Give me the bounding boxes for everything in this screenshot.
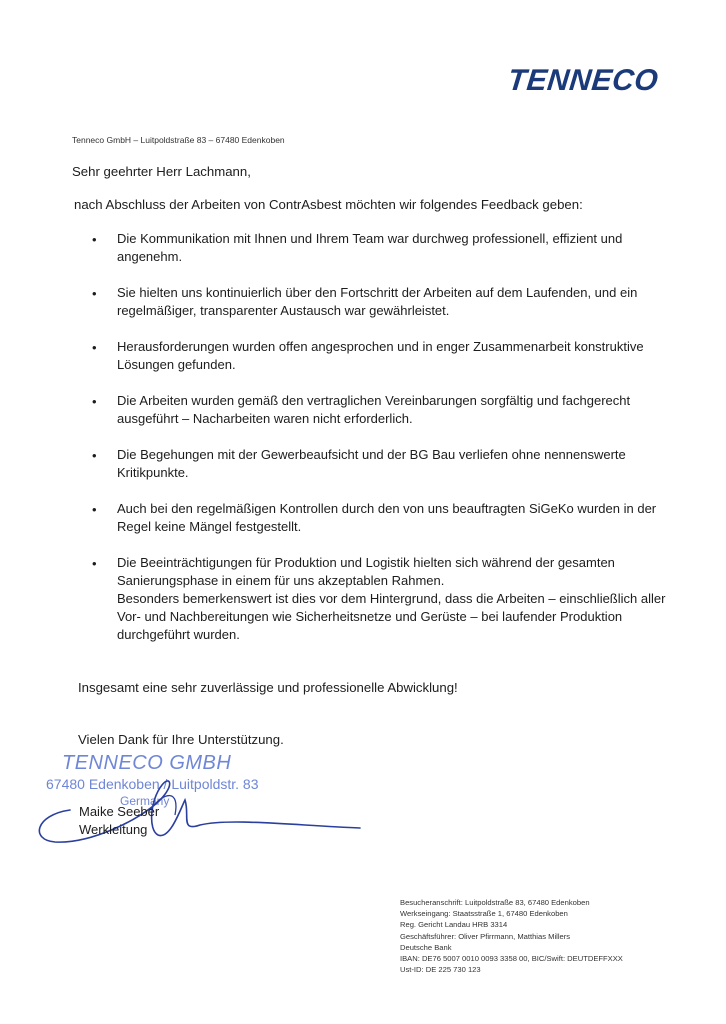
bullet-icon: •: [92, 232, 97, 247]
list-item: [92, 500, 672, 536]
list-item-text: Sie hielten uns kontinuierlich über den Fortschritt der Arbeiten auf dem Laufenden, und ein regelmäßiger, transparenter Austausch war gewährleistet.: [117, 285, 638, 318]
stamp-country: Germany: [120, 794, 170, 808]
footer-line: Deutsche Bank: [400, 942, 452, 952]
footer-line: Geschäftsführer: Oliver Pfirrmann, Matthias Millers: [400, 931, 571, 941]
list-item: [92, 338, 672, 374]
signer-title: Werkleitung: [79, 822, 148, 837]
stamp-address: 67480 Edenkoben / Luitpoldstr. 83: [46, 776, 259, 792]
footer-line: IBAN: DE76 5007 0010 0093 3358 00, BIC/Swift: DEUTDEFFXXX: [400, 954, 623, 964]
footer-line: Werkseingang: Staatsstraße 1, 67480 Edenkoben: [400, 909, 568, 919]
list-item: [92, 284, 672, 320]
list-item-text: Die Beeinträchtigungen für Produktion und Logistik hielten sich während der gesamten Sanierungsphase in einem für uns akzeptablen Rahmen.: [117, 555, 615, 588]
list-item-text: Die Arbeiten wurden gemäß den vertraglichen Vereinbarungen sorgfältig und fachgerecht ausgeführt – Nacharbeiten waren nicht erforderlich.: [117, 393, 631, 426]
footer-line: Besucheranschrift: Luitpoldstraße 83, 67480 Edenkoben: [400, 898, 590, 907]
list-item-text: Herausforderungen wurden offen angesprochen und in enger Zusammenarbeit konstruktive Lösungen gefunden.: [117, 339, 644, 372]
company-logo: TENNECO: [506, 64, 660, 97]
stamp-company-name: TENNECO GMBH: [62, 752, 232, 774]
bullet-icon: •: [92, 286, 97, 301]
list-item-extra-text: Besonders bemerkenswert ist dies vor dem Hintergrund, dass die Arbeiten – einschließlich aller Vor- und Nachbereitungen wie Sicherheitsnetze und Gerüste – bei laufender Produktion durchgeführt wurden.: [117, 591, 666, 642]
footer-line: Reg. Gericht Landau HRB 3314: [400, 920, 508, 930]
bullet-icon: •: [92, 394, 97, 409]
list-item: [92, 446, 672, 482]
closing-thanks: Vielen Dank für Ihre Unterstützung.: [78, 732, 284, 747]
intro-text: nach Abschluss der Arbeiten von ContrAsbest möchten wir folgendes Feedback geben:: [74, 197, 583, 212]
list-item-text: Die Begehungen mit der Gewerbeaufsicht und der BG Bau verliefen ohne nennenswerte Kritikpunkte.: [117, 447, 626, 480]
list-item-text: Die Kommunikation mit Ihnen und Ihrem Team war durchweg professionell, effizient und angenehm.: [117, 231, 623, 264]
footer-line: Ust-ID: DE 225 730 123: [400, 965, 481, 975]
bullet-icon: •: [92, 502, 97, 517]
salutation: Sehr geehrter Herr Lachmann,: [72, 164, 251, 179]
signer-name: Maike Seeber: [79, 804, 160, 819]
list-item-text: Auch bei den regelmäßigen Kontrollen durch den von uns beauftragten SiGeKo wurden in der Regel keine Mängel festgestellt.: [117, 501, 657, 534]
summary-text: Insgesamt eine sehr zuverlässige und professionelle Abwicklung!: [78, 680, 458, 695]
list-item: [92, 230, 672, 266]
bullet-icon: •: [92, 556, 97, 571]
list-item: [92, 392, 672, 428]
bullet-icon: •: [92, 448, 97, 463]
footer-company-info: [400, 897, 700, 975]
sender-address-line: Tenneco GmbH – Luitpoldstraße 83 – 67480 Edenkoben: [72, 135, 285, 145]
feedback-list: [92, 230, 672, 662]
list-item: [92, 554, 672, 644]
bullet-icon: •: [92, 340, 97, 355]
